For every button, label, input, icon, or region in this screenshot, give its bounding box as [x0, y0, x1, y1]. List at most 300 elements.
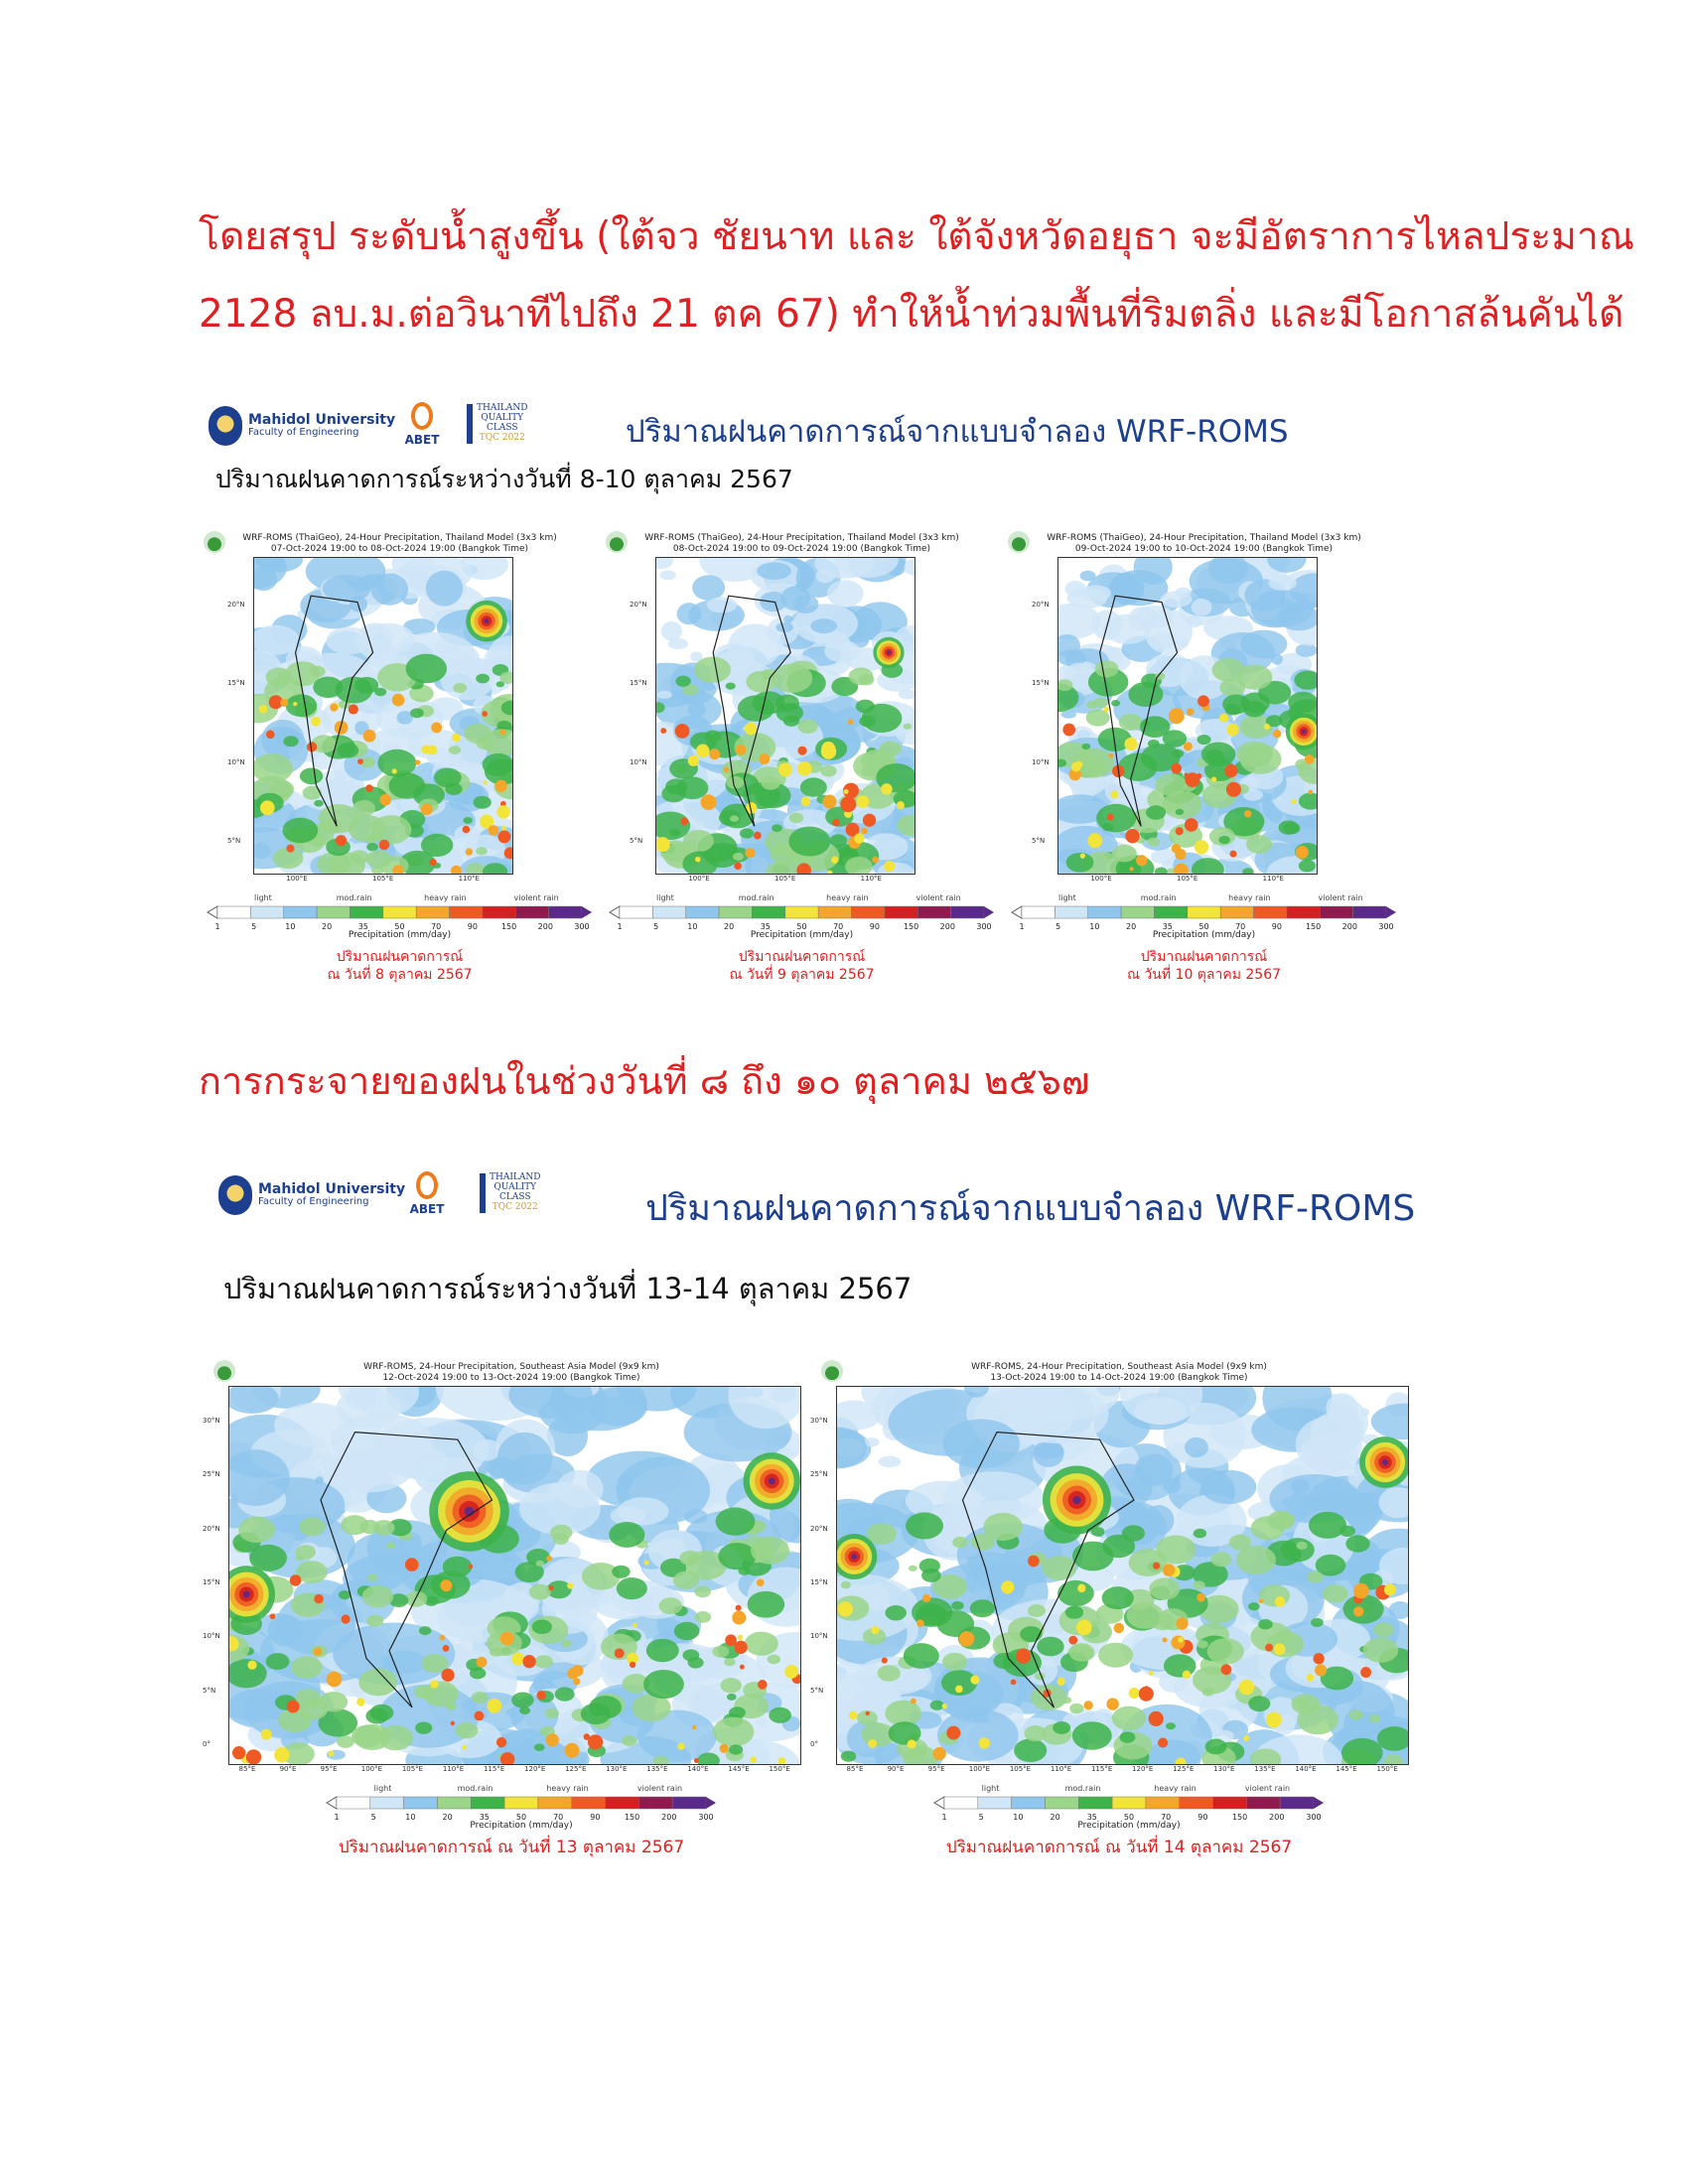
- rain-moderate-blob: [669, 829, 680, 837]
- university-name: Mahidol University: [258, 1181, 406, 1198]
- lat-tick: 5°N: [1032, 837, 1046, 846]
- legend-swatch: [350, 906, 382, 918]
- rain-heavy-cell: [293, 702, 297, 706]
- rain-moderate-blob: [775, 695, 799, 712]
- rain-moderate-blob: [536, 1561, 544, 1567]
- legend-swatch: [1180, 1797, 1213, 1809]
- rain-heavy-cell: [441, 1669, 454, 1682]
- lon-tick: 95°E: [320, 1765, 338, 1773]
- rain-heavy-cell: [496, 805, 509, 818]
- rain-light-blob: [1008, 1387, 1109, 1443]
- rain-heavy-cell: [1305, 754, 1314, 763]
- rain-heavy-cell: [1153, 1563, 1160, 1570]
- legend-tick: 70: [431, 922, 442, 931]
- rain-moderate-blob: [942, 1653, 967, 1671]
- rain-heavy-cell: [868, 1739, 877, 1748]
- rain-moderate-blob: [1259, 1584, 1290, 1606]
- rain-heavy-cell: [633, 1623, 637, 1628]
- precipitation-legend: [930, 1777, 1328, 1837]
- rain-moderate-blob: [849, 667, 874, 685]
- rain-moderate-blob: [904, 1643, 939, 1669]
- legend-tick: 35: [1162, 922, 1173, 931]
- rain-moderate-blob: [1166, 1722, 1176, 1729]
- lat-tick: 15°N: [227, 679, 245, 688]
- rain-moderate-blob: [1020, 1626, 1042, 1642]
- rain-heavy-cell: [428, 746, 438, 755]
- rain-moderate-blob: [740, 828, 754, 838]
- legend-swatch: [620, 906, 652, 918]
- rain-heavy-cell: [660, 728, 666, 734]
- legend-category: heavy rain: [1154, 1784, 1196, 1793]
- lon-tick: 135°E: [1254, 1765, 1276, 1773]
- rain-heavy-cell: [498, 830, 511, 843]
- rain-moderate-blob: [695, 1611, 711, 1623]
- legend-tick: 200: [537, 922, 553, 931]
- rain-heavy-cell: [336, 835, 347, 846]
- rain-heavy-cell: [1124, 738, 1137, 751]
- rain-heavy-cell: [259, 705, 268, 714]
- lon-tick: 130°E: [1213, 1765, 1235, 1773]
- rain-moderate-blob: [406, 654, 448, 684]
- legend-arrow-left: [610, 906, 620, 918]
- rain-light-blob: [677, 603, 702, 624]
- rain-moderate-blob: [746, 671, 775, 693]
- rain-light-blob: [659, 571, 675, 581]
- lon-tick: 105°E: [372, 875, 394, 883]
- legend-tick: 300: [698, 1813, 714, 1822]
- legend-arrow-right: [1314, 1797, 1324, 1809]
- rain-moderate-blob: [405, 1591, 427, 1607]
- tqc-line: QUALITY: [481, 413, 524, 424]
- rain-moderate-blob: [1343, 1594, 1384, 1623]
- rain-moderate-blob: [453, 683, 467, 693]
- legend-swatch: [471, 1797, 504, 1809]
- rain-heavy-cell: [405, 1558, 419, 1571]
- rain-moderate-blob: [713, 1717, 755, 1747]
- rain-moderate-blob: [366, 1615, 383, 1627]
- rain-light-blob: [783, 615, 792, 623]
- legend-arrow-left: [208, 906, 217, 918]
- rain-moderate-blob: [320, 818, 343, 834]
- rain-moderate-blob: [1307, 1571, 1324, 1583]
- rain-moderate-blob: [1373, 1622, 1394, 1637]
- rain-heavy-cell: [357, 758, 363, 764]
- rain-heavy-cell: [696, 745, 709, 757]
- legend-swatch: [852, 906, 885, 918]
- caption-line-2: ณ วันที่ 8 ตุลาคม 2567: [327, 967, 473, 983]
- legend-swatch: [383, 906, 416, 918]
- legend-tick: 35: [760, 922, 771, 931]
- rain-moderate-blob: [1129, 1549, 1168, 1576]
- legend-swatch: [978, 1797, 1012, 1809]
- panel-period: 13-Oct-2024 19:00 to 14-Oct-2024 19:00 (Bangkok Time): [990, 1373, 1248, 1383]
- legend-tick: 70: [1161, 1813, 1172, 1822]
- rain-moderate-blob: [1122, 1525, 1145, 1542]
- rain-light-blob: [355, 622, 392, 658]
- rain-moderate-blob: [800, 777, 827, 796]
- rain-heavy-cell: [720, 1744, 729, 1753]
- rain-heavy-cell: [270, 1613, 276, 1619]
- rain-light-blob: [692, 575, 725, 601]
- rain-moderate-blob: [674, 1622, 700, 1640]
- rain-heavy-cell: [549, 1585, 554, 1590]
- rain-light-blob: [1360, 1408, 1369, 1417]
- rain-heavy-cell: [567, 1582, 573, 1588]
- legend-swatch: [1078, 1797, 1112, 1809]
- rain-moderate-blob: [1066, 853, 1094, 873]
- legend-tick: 200: [939, 922, 955, 931]
- lon-tick: 100°E: [1090, 875, 1112, 883]
- rain-heavy-cell: [848, 719, 853, 724]
- legend-swatch: [785, 906, 818, 918]
- legend-swatch: [1045, 1797, 1078, 1809]
- legend-swatch: [1012, 1797, 1046, 1809]
- rain-moderate-blob: [1348, 1709, 1363, 1719]
- rain-moderate-blob: [373, 1520, 395, 1536]
- legend-tick: 5: [653, 922, 659, 931]
- rain-heavy-cell: [946, 1726, 960, 1740]
- abet-label: ABET: [409, 1202, 445, 1216]
- panel-period: 12-Oct-2024 19:00 to 13-Oct-2024 19:00 (Bangkok Time): [382, 1373, 640, 1383]
- rain-moderate-blob: [820, 765, 836, 777]
- rain-heavy-cell: [1308, 790, 1313, 795]
- rain-moderate-blob: [302, 786, 322, 800]
- rain-heavy-cell: [443, 1645, 450, 1652]
- rain-moderate-blob: [716, 1507, 756, 1535]
- legend-swatch: [1220, 906, 1253, 918]
- lat-tick: 20°N: [227, 600, 245, 609]
- legend-tick: 50: [1123, 1813, 1135, 1822]
- legend-category: heavy rain: [424, 893, 467, 902]
- rain-light-blob: [1311, 1412, 1364, 1453]
- rain-moderate-blob: [1087, 701, 1098, 709]
- rain-light-blob: [1240, 630, 1287, 659]
- caption-line: ปริมาณฝนคาดการณ์ ณ วันที่ 14 ตุลาคม 2567: [945, 1838, 1293, 1857]
- rain-moderate-blob: [789, 813, 803, 823]
- lat-tick: 10°N: [810, 1632, 828, 1641]
- rain-moderate-blob: [1057, 1580, 1094, 1606]
- rain-moderate-blob: [300, 767, 323, 784]
- rain-heavy-cell: [546, 1733, 559, 1746]
- rain-heavy-cell: [759, 753, 770, 764]
- rain-heavy-cell: [1183, 1671, 1191, 1679]
- tqc-line: THAILAND: [477, 403, 528, 414]
- lon-tick: 125°E: [1173, 1765, 1195, 1773]
- lon-tick: 100°E: [688, 875, 710, 883]
- lat-tick: 30°N: [203, 1417, 220, 1426]
- faculty-name: Faculty of Engineering: [258, 1196, 369, 1208]
- rain-moderate-blob: [1127, 1602, 1164, 1629]
- legend-arrow-left: [327, 1797, 337, 1809]
- rain-heavy-cell: [1360, 1667, 1371, 1678]
- legend-label: Precipitation (mm/day): [1077, 1821, 1181, 1831]
- rain-moderate-blob: [733, 853, 744, 861]
- rain-moderate-blob: [476, 847, 488, 855]
- lon-tick: 110°E: [442, 1765, 465, 1773]
- legend-swatch: [1254, 906, 1287, 918]
- rain-heavy-cell: [734, 862, 742, 870]
- legend-swatch: [1112, 1797, 1146, 1809]
- panel-caption: [606, 948, 998, 984]
- rain-heavy-cell: [630, 1662, 635, 1668]
- rain-moderate-blob: [278, 672, 287, 678]
- panel-title: WRF-ROMS (ThaiGeo), 24-Hour Precipitation, Thailand Model (3x3 km): [644, 533, 959, 543]
- legend-swatch: [317, 906, 350, 918]
- rain-moderate-blob: [646, 1639, 679, 1663]
- rain-heavy-cell: [451, 1721, 455, 1725]
- panel-caption: [821, 1839, 1417, 1856]
- lon-tick: 85°E: [238, 1765, 256, 1773]
- rain-heavy-cell: [463, 826, 471, 834]
- lat-tick: 15°N: [810, 1578, 828, 1586]
- legend-category: light: [254, 893, 272, 902]
- rain-light-blob: [707, 597, 738, 613]
- rain-heavy-cell: [287, 1701, 300, 1713]
- rain-moderate-blob: [1156, 773, 1188, 796]
- rain-heavy-cell: [740, 1665, 745, 1670]
- rain-heavy-cell: [266, 731, 275, 740]
- rain-heavy-cell: [327, 1672, 343, 1688]
- panel-period: 08-Oct-2024 19:00 to 09-Oct-2024 19:00 (Bangkok Time): [672, 544, 931, 554]
- rain-heavy-cell: [680, 818, 688, 826]
- rain-moderate-blob: [906, 1512, 943, 1539]
- lon-tick: 110°E: [1262, 875, 1284, 883]
- legend-category: heavy rain: [546, 1784, 589, 1793]
- rain-heavy-cell: [499, 729, 505, 735]
- rain-heavy-cell: [247, 1661, 256, 1670]
- rain-moderate-blob: [1014, 1738, 1047, 1762]
- tqc-line: THAILAND: [490, 1172, 541, 1183]
- rain-heavy-cell: [854, 833, 864, 843]
- rain-moderate-blob: [970, 1599, 995, 1617]
- rain-heavy-cell: [784, 1665, 798, 1679]
- legend-swatch: [652, 906, 685, 918]
- rain-heavy-cell: [745, 848, 755, 858]
- legend-tick: 300: [1378, 922, 1394, 931]
- rain-heavy-cell: [1226, 782, 1241, 797]
- legend-category: heavy rain: [826, 893, 869, 902]
- rain-moderate-blob: [745, 1632, 778, 1656]
- precipitation-map: [1057, 557, 1318, 875]
- lat-tick: 15°N: [630, 679, 647, 688]
- rain-heavy-cell: [1178, 1637, 1184, 1643]
- caption-line-1: ปริมาณฝนคาดการณ์: [738, 949, 866, 965]
- rain-heavy-cell: [1224, 764, 1237, 777]
- mahidol-logo: [209, 406, 395, 446]
- rain-moderate-blob: [748, 1591, 785, 1618]
- lon-tick: 100°E: [968, 1765, 991, 1773]
- precipitation-map-svg: [1058, 558, 1317, 874]
- rain-heavy-cell: [1353, 1583, 1369, 1599]
- rain-moderate-blob: [909, 1566, 917, 1571]
- rain-heavy-cell: [1219, 714, 1228, 723]
- legend-category: mod.rain: [738, 893, 774, 902]
- legend-tick: 150: [1231, 1813, 1248, 1822]
- lat-tick: 15°N: [203, 1578, 220, 1586]
- rain-moderate-blob: [1068, 1643, 1094, 1662]
- legend-label: Precipitation (mm/day): [750, 930, 854, 940]
- legend-tick: 90: [467, 922, 478, 931]
- legend-tick: 1: [214, 922, 220, 931]
- rain-heavy-cell: [1185, 818, 1198, 832]
- rain-heavy-cell: [260, 800, 275, 815]
- rain-heavy-cell: [840, 796, 856, 812]
- precipitation-map-svg: [229, 1387, 800, 1764]
- legend-tick: 50: [515, 1813, 527, 1822]
- rain-moderate-blob: [1081, 744, 1090, 750]
- lat-tick: 10°N: [203, 1632, 220, 1641]
- slide-subtitle: ปริมาณฝนคาดการณ์ระหว่างวันที่ 13-14 ตุลาคม 2567: [223, 1272, 913, 1305]
- mahidol-seal-icon: [218, 1175, 252, 1215]
- rain-moderate-blob: [314, 800, 324, 807]
- rain-light-blob: [878, 1456, 901, 1467]
- rain-moderate-blob: [299, 1700, 328, 1720]
- lat-tick: 20°N: [203, 1524, 220, 1533]
- legend-category: heavy rain: [1228, 893, 1271, 902]
- legend-tick: 50: [796, 922, 807, 931]
- legend-swatch: [1353, 906, 1386, 918]
- legend-swatch: [370, 1797, 404, 1809]
- lat-tick: 30°N: [810, 1417, 828, 1426]
- rain-heavy-cell: [970, 1676, 979, 1685]
- panel-title: WRF-ROMS, 24-Hour Precipitation, Southeast Asia Model (9x9 km): [363, 1362, 659, 1372]
- legend-tick: 10: [1089, 922, 1100, 931]
- rain-heavy-cell: [701, 794, 717, 810]
- legend-tick: 5: [978, 1813, 984, 1822]
- forecast-slide-2: [203, 1161, 1445, 1956]
- legend-tick: 10: [1013, 1813, 1024, 1822]
- rain-heavy-cell: [1221, 1664, 1232, 1675]
- tqc-line: CLASS: [486, 423, 518, 433]
- lon-tick: 90°E: [279, 1765, 297, 1773]
- precipitation-map-svg: [837, 1387, 1408, 1764]
- rain-heavy-cell: [872, 857, 879, 864]
- rain-moderate-blob: [377, 750, 416, 777]
- rain-heavy-cell: [1114, 1623, 1124, 1633]
- rain-moderate-blob: [1194, 1529, 1206, 1539]
- rain-moderate-blob: [841, 1751, 857, 1762]
- rain-heavy-cell: [511, 1653, 524, 1666]
- rain-light-blob: [1268, 575, 1297, 590]
- legend-swatch: [672, 1797, 706, 1809]
- lon-tick: 100°E: [360, 1765, 383, 1773]
- legend-swatch: [515, 906, 548, 918]
- rain-moderate-blob: [266, 1653, 290, 1670]
- rain-heavy-cell: [469, 1565, 473, 1569]
- precipitation-map: [655, 557, 915, 875]
- rain-moderate-blob: [1201, 1688, 1213, 1697]
- rain-moderate-blob: [1297, 1705, 1338, 1734]
- rain-moderate-blob: [1102, 1586, 1134, 1609]
- rain-heavy-cell: [365, 784, 373, 792]
- rain-heavy-cell: [736, 745, 747, 755]
- rain-light-blob: [1179, 639, 1189, 648]
- legend-category: light: [981, 1784, 1000, 1793]
- rain-moderate-blob: [336, 677, 373, 704]
- rain-moderate-blob: [1236, 1546, 1276, 1574]
- rain-moderate-blob: [1369, 1714, 1381, 1722]
- legend-tick: 10: [687, 922, 698, 931]
- legend-category: mod.rain: [457, 1784, 493, 1793]
- rain-heavy-cell: [1259, 1599, 1264, 1604]
- rain-heavy-cell: [1211, 777, 1216, 782]
- tqc-line: TQC 2022: [492, 1201, 538, 1212]
- panel-caption: [1008, 948, 1400, 984]
- rain-light-blob: [501, 1461, 525, 1484]
- rain-light-blob: [1094, 1708, 1112, 1719]
- mahidol-seal-icon: [209, 406, 242, 446]
- rain-heavy-cell: [1016, 1649, 1031, 1664]
- rain-moderate-blob: [712, 1646, 729, 1658]
- rain-moderate-blob: [1205, 1739, 1227, 1755]
- legend-tick: 35: [1086, 1813, 1097, 1822]
- rain-heavy-cell: [1239, 1680, 1255, 1696]
- rain-moderate-blob: [1037, 1637, 1063, 1657]
- rain-moderate-blob: [365, 1707, 387, 1723]
- storm-ring: [887, 651, 891, 655]
- legend-swatch: [1022, 906, 1055, 918]
- lon-tick: 140°E: [687, 1765, 709, 1773]
- rain-moderate-blob: [730, 815, 739, 821]
- rain-heavy-cell: [573, 1678, 580, 1685]
- rain-heavy-cell: [487, 1699, 501, 1713]
- rain-heavy-cell: [695, 857, 701, 863]
- legend-label: Precipitation (mm/day): [1152, 930, 1256, 940]
- rain-heavy-cell: [1158, 1738, 1168, 1748]
- rain-heavy-cell: [797, 747, 806, 755]
- rain-moderate-blob: [861, 766, 875, 776]
- rain-heavy-cell: [462, 1745, 467, 1750]
- rain-heavy-cell: [1187, 708, 1195, 716]
- rain-moderate-blob: [726, 682, 736, 689]
- slide-title: ปริมาณฝนคาดการณ์จากแบบจำลอง WRF-ROMS: [626, 414, 1289, 450]
- rain-heavy-cell: [1296, 846, 1309, 859]
- rain-moderate-blob: [286, 694, 318, 717]
- rain-moderate-blob: [659, 1597, 683, 1614]
- rain-heavy-cell: [1353, 1606, 1363, 1616]
- rain-heavy-cell: [1230, 851, 1237, 858]
- rain-heavy-cell: [274, 1747, 289, 1762]
- rain-heavy-cell: [933, 1747, 946, 1760]
- rain-moderate-blob: [299, 1517, 325, 1536]
- rain-heavy-cell: [1076, 1620, 1092, 1636]
- legend-tick: 20: [724, 922, 735, 931]
- lat-tick: 20°N: [810, 1524, 828, 1533]
- rain-heavy-cell: [1307, 1674, 1315, 1682]
- legend-swatch: [1121, 906, 1154, 918]
- lat-tick: 5°N: [227, 837, 241, 846]
- abet-label: ABET: [404, 433, 440, 447]
- caption-line-2: ณ วันที่ 10 ตุลาคม 2567: [1126, 967, 1282, 983]
- rain-heavy-cell: [754, 832, 762, 840]
- lon-tick: 105°E: [1177, 875, 1198, 883]
- rain-moderate-blob: [1197, 1640, 1208, 1648]
- rain-heavy-cell: [1186, 772, 1200, 787]
- rain-heavy-cell: [1136, 855, 1147, 866]
- rain-heavy-cell: [1110, 790, 1118, 798]
- legend-swatch: [284, 906, 317, 918]
- rain-heavy-cell: [871, 1626, 879, 1634]
- rain-heavy-cell: [1001, 1580, 1014, 1593]
- rain-moderate-blob: [1345, 1535, 1369, 1552]
- lat-tick: 0°: [203, 1739, 211, 1748]
- rain-moderate-blob: [769, 1707, 791, 1723]
- rain-heavy-cell: [757, 1578, 765, 1586]
- intro-paragraph: [199, 199, 1635, 353]
- lat-tick: 10°N: [227, 757, 245, 766]
- rain-heavy-cell: [694, 1758, 699, 1763]
- rain-heavy-cell: [844, 789, 849, 794]
